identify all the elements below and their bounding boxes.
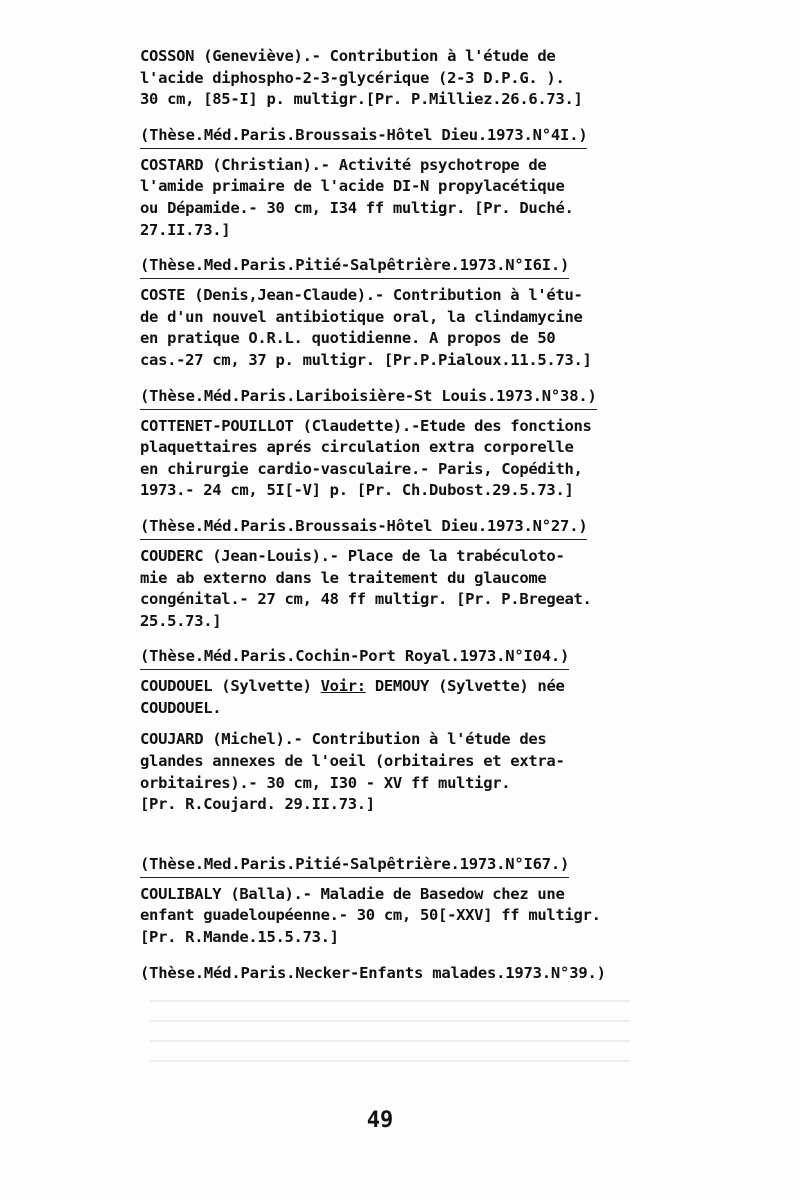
- entry-line: en pratique O.R.L. quotidienne. A propos de 50: [140, 329, 556, 348]
- entry-line: ou Dépamide.- 30 cm, I34 ff multigr. [Pr. Duché.: [140, 198, 574, 217]
- entry-line: COUDERC (Jean-Louis).- Place de la trabéculoto-: [140, 546, 565, 565]
- entry-line: plaquettaires aprés circulation extra corporelle: [140, 438, 574, 457]
- entry-line: 25.5.73.]: [140, 611, 222, 630]
- entry-line: COTTENET-POUILLOT (Claudette).-Etude des fonctions: [140, 416, 592, 435]
- entry-line: [Pr. R.Coujard. 29.II.73.]: [140, 795, 375, 814]
- bibliography-list: [140, 46, 680, 992]
- see-reference-label: Voir:: [320, 677, 366, 696]
- bibliography-entry: [140, 729, 680, 877]
- entry-line: COSTARD (Christian).- Activité psychotrope de: [140, 155, 547, 174]
- entry-line: 27.II.73.]: [140, 220, 231, 239]
- cross-reference-entry: [140, 676, 680, 719]
- entry-line: cas.-27 cm, 37 p. multigr. [Pr.P.Pialoux.11.5.73.]: [140, 350, 592, 369]
- entry-line: orbitaires).- 30 cm, I30 - XV ff multigr.: [140, 773, 511, 792]
- thesis-note: (Thèse.Med.Paris.Pitié-Salpêtrière.1973.N°I67.): [140, 854, 569, 878]
- entry-line: mie ab externo dans le traitement du glaucome: [140, 568, 547, 587]
- entry-line: enfant guadeloupéenne.- 30 cm, 50[-XXV] ff multigr.: [140, 906, 601, 925]
- thesis-note: (Thèse.Méd.Paris.Broussais-Hôtel Dieu.1973.N°27.): [140, 516, 587, 540]
- entry-line: COULIBALY (Balla).- Maladie de Basedow chez une: [140, 884, 565, 903]
- entry-line: l'acide diphospho-2-3-glycérique (2-3 D.P.G. ).: [140, 68, 565, 87]
- entry-line: en chirurgie cardio-vasculaire.- Paris, Copédith,: [140, 459, 583, 478]
- entry-line: 1973.- 24 cm, 5I[-V] p. [Pr. Ch.Dubost.29.5.73.]: [140, 481, 574, 500]
- cross-reference-target: DEMOUY (Sylvette) née: [365, 677, 565, 696]
- bibliography-entry: [140, 285, 680, 409]
- entry-line: l'amide primaire de l'acide DI-N propylacétique: [140, 177, 565, 196]
- thesis-note: (Thèse.Méd.Paris.Necker-Enfants malades.1973.N°39.): [140, 963, 606, 982]
- entry-line: [Pr. R.Mande.15.5.73.]: [140, 928, 339, 947]
- entry-line: COSTE (Denis,Jean-Claude).- Contribution à l'étu-: [140, 286, 583, 305]
- cross-reference-line: [140, 676, 680, 698]
- show-through-text: [150, 1000, 630, 1070]
- cross-reference-line: COUDOUEL.: [140, 698, 222, 717]
- thesis-note: (Thèse.Med.Paris.Pitié-Salpêtrière.1973.N°I6I.): [140, 255, 569, 279]
- entry-line: 30 cm, [85-I] p. multigr.[Pr. P.Milliez.26.6.73.]: [140, 90, 583, 109]
- entry-line: glandes annexes de l'oeil (orbitaires et extra-: [140, 752, 565, 771]
- entry-line: COUJARD (Michel).- Contribution à l'étude des: [140, 730, 547, 749]
- bibliography-entry: [140, 155, 680, 279]
- bibliography-entry: [140, 416, 680, 540]
- entry-line: congénital.- 27 cm, 48 ff multigr. [Pr. P.Bregeat.: [140, 590, 592, 609]
- bibliography-entry: [140, 46, 680, 149]
- cross-reference-name: COUDOUEL (Sylvette): [140, 677, 321, 696]
- page-number: 49: [366, 1108, 394, 1133]
- thesis-note: (Thèse.Méd.Paris.Cochin-Port Royal.1973.N°I04.): [140, 646, 569, 670]
- bibliography-entry: [140, 884, 680, 986]
- entry-line: COSSON (Geneviève).- Contribution à l'étude de: [140, 47, 556, 65]
- entry-line: de d'un nouvel antibiotique oral, la clindamycine: [140, 307, 583, 326]
- thesis-note: (Thèse.Méd.Paris.Broussais-Hôtel Dieu.1973.N°4I.): [140, 125, 587, 149]
- thesis-note: (Thèse.Méd.Paris.Lariboisière-St Louis.1973.N°38.): [140, 386, 597, 410]
- bibliography-entry: [140, 546, 680, 670]
